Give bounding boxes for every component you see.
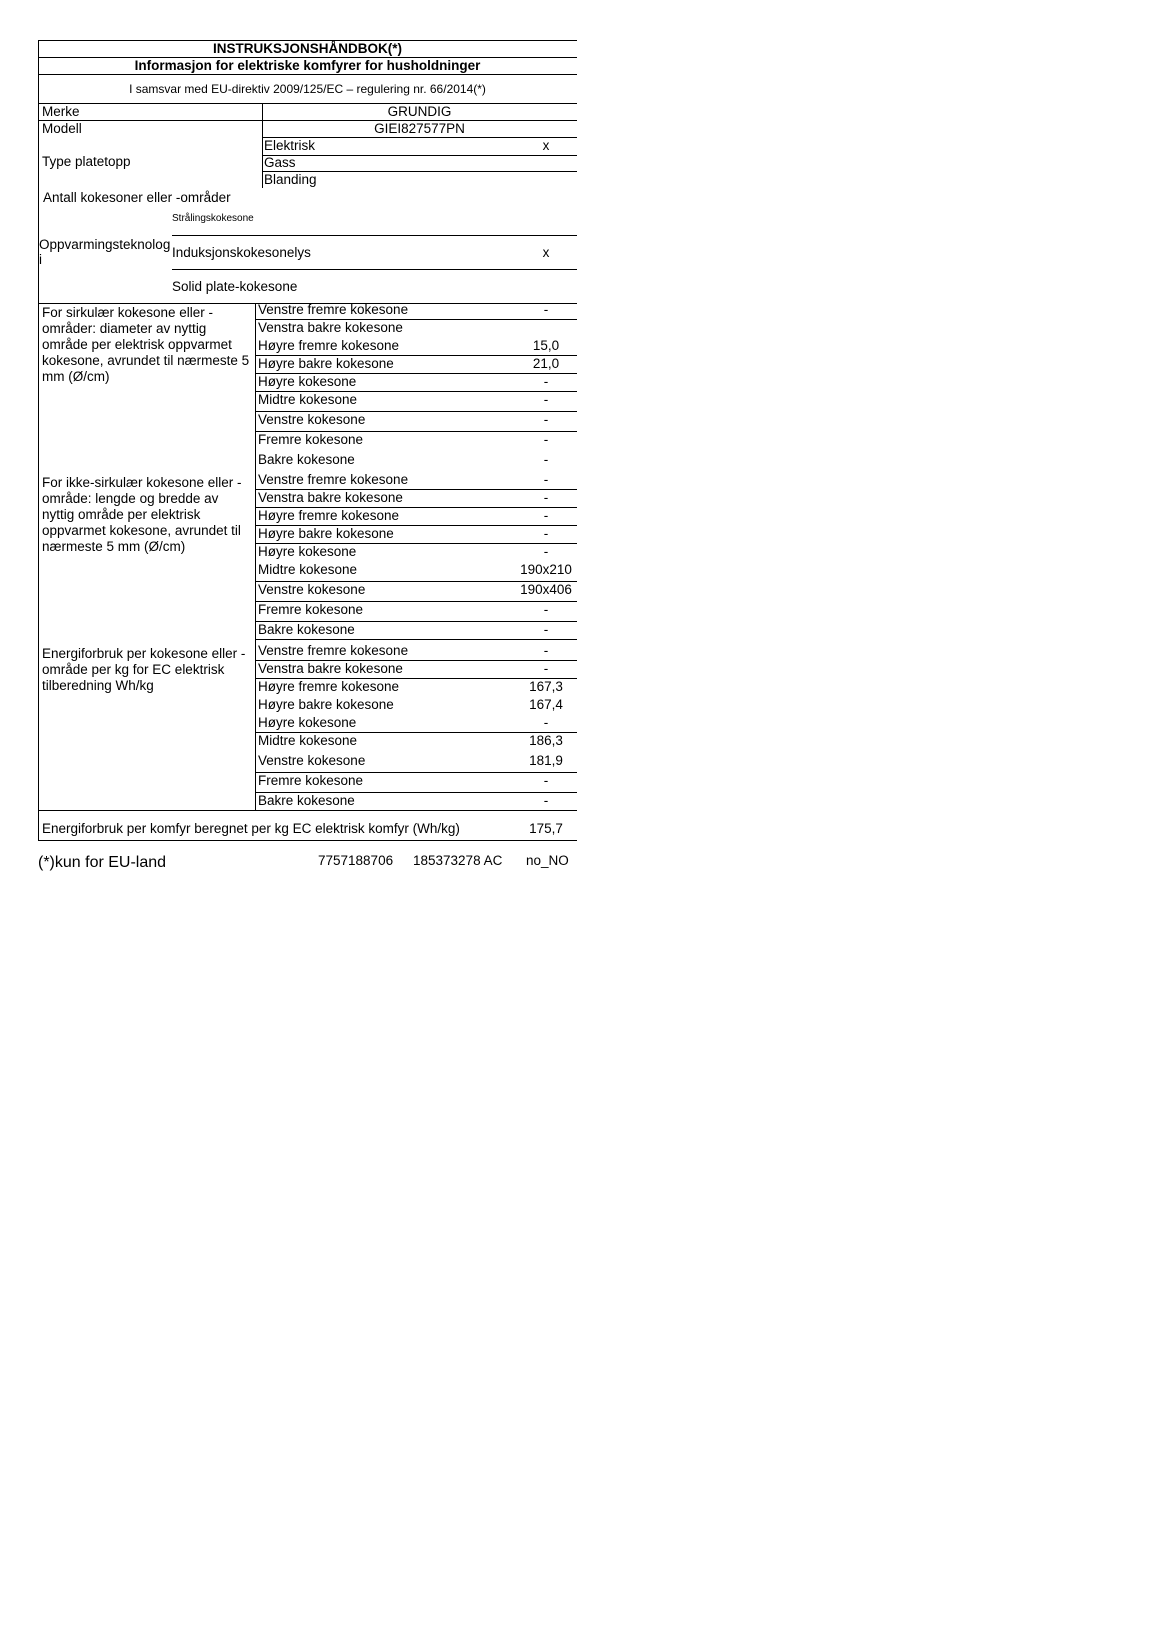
divider	[38, 74, 577, 75]
column-divider	[255, 303, 256, 811]
row-divider	[255, 732, 577, 733]
row-divider	[255, 678, 577, 679]
row-divider	[255, 373, 577, 374]
footer-note: (*)kun for EU-land	[38, 854, 167, 871]
row-divider	[255, 621, 577, 622]
row-divider	[255, 431, 577, 432]
zone-name: Høyre bakre kokesone	[258, 697, 394, 712]
row-divider	[255, 507, 577, 508]
zone-name: Midtre kokesone	[258, 562, 358, 577]
row-divider	[255, 489, 577, 490]
zone-value: -	[543, 490, 549, 505]
row-divider	[255, 792, 577, 793]
noncircular-group-label: For ikke-sirkulær kokesone eller -område: lengde og bredde av nyttig område per elektrisk oppvarmet kokesone, avrundet til nærmeste 5 mm (Ø/cm)	[42, 475, 242, 554]
footer-code: 7757188706	[318, 853, 394, 868]
zone-value: -	[543, 715, 549, 730]
heating-tech-label: Oppvarmingsteknologi	[39, 237, 171, 267]
zone-value: -	[543, 602, 549, 617]
zone-name: Høyre kokesone	[258, 544, 357, 559]
zone-name: Venstra bakre kokesone	[258, 320, 403, 335]
zone-name: Høyre fremre kokesone	[258, 338, 400, 353]
row-divider	[255, 391, 577, 392]
zone-name: Fremre kokesone	[258, 602, 364, 617]
zone-name: Venstre fremre kokesone	[258, 302, 409, 317]
zone-name: Høyre bakre kokesone	[258, 526, 394, 541]
zone-value: -	[543, 412, 549, 427]
footer-code: 185373278 AC	[413, 853, 503, 868]
row-divider	[255, 772, 577, 773]
zone-name: Venstra bakre kokesone	[258, 661, 403, 676]
zone-name: Venstra bakre kokesone	[258, 490, 403, 505]
row-divider	[255, 411, 577, 412]
row-divider	[255, 319, 577, 320]
zone-value: -	[543, 452, 549, 467]
heating-option: Solid plate-kokesone	[172, 279, 298, 294]
zone-name: Venstre kokesone	[258, 753, 366, 768]
row-divider	[255, 525, 577, 526]
hob-type-label: Type platetopp	[42, 154, 131, 169]
zone-value: -	[543, 622, 549, 637]
zone-value: -	[543, 472, 549, 487]
zone-name: Midtre kokesone	[258, 392, 358, 407]
zone-name: Høyre bakre kokesone	[258, 356, 394, 371]
zone-value: -	[543, 661, 549, 676]
zone-value: -	[543, 773, 549, 788]
zone-name: Bakre kokesone	[258, 793, 355, 808]
zones-count-label: Antall kokesoner eller -områder	[43, 190, 231, 205]
zone-value: -	[543, 643, 549, 658]
zone-value: 167,3	[529, 679, 563, 694]
zone-name: Venstre fremre kokesone	[258, 472, 409, 487]
zone-value: -	[543, 793, 549, 808]
zone-value: -	[543, 544, 549, 559]
divider	[172, 269, 577, 270]
zone-name: Høyre fremre kokesone	[258, 508, 400, 523]
divider	[38, 810, 577, 811]
table-left-border	[38, 40, 39, 841]
zone-name: Midtre kokesone	[258, 733, 358, 748]
energy-total-label: Energiforbruk per komfyr beregnet per kg EC elektrisk komfyr (Wh/kg)	[42, 821, 460, 836]
zone-name: Fremre kokesone	[258, 432, 364, 447]
zone-name: Bakre kokesone	[258, 452, 355, 467]
table-bottom-border	[38, 840, 577, 841]
zone-value: -	[543, 526, 549, 541]
brand-value: GRUNDIG	[387, 104, 452, 119]
zone-name: Høyre fremre kokesone	[258, 679, 400, 694]
row-divider	[255, 639, 577, 640]
heating-option: Induksjonskokesonelys	[172, 245, 311, 260]
zone-name: Venstre fremre kokesone	[258, 643, 409, 658]
zone-value: -	[543, 392, 549, 407]
zone-value: 181,9	[529, 753, 563, 768]
zone-value: 190x406	[520, 582, 572, 597]
zone-value: 186,3	[529, 733, 563, 748]
model-value: GIEI827577PN	[374, 121, 465, 136]
hob-type-option-value: x	[542, 138, 550, 153]
zone-value: -	[543, 432, 549, 447]
model-label: Modell	[42, 121, 82, 136]
directive-text: I samsvar med EU-direktiv 2009/125/EC – regulering nr. 66/2014(*)	[129, 82, 486, 96]
zone-name: Høyre kokesone	[258, 374, 357, 389]
row-divider	[255, 581, 577, 582]
row-divider	[255, 660, 577, 661]
circular-group-label: For sirkulær kokesone eller -områder: diameter av nyttig område per elektrisk oppvarmet kokesone, avrundet til nærmeste 5 mm (Ø/cm)	[42, 305, 250, 384]
heating-option-value: x	[542, 245, 550, 260]
zone-name: Fremre kokesone	[258, 773, 364, 788]
hob-type-option: Blanding	[264, 172, 317, 187]
zone-value: 15,0	[532, 338, 560, 353]
zone-value: 190x210	[520, 562, 572, 577]
row-divider	[255, 355, 577, 356]
zone-name: Bakre kokesone	[258, 622, 355, 637]
document-title: INSTRUKSJONSHÅNDBOK(*)	[212, 41, 402, 56]
energy-zone-group-label: Energiforbruk per kokesone eller -område per kg for EC elektrisk tilberedning Wh/kg	[42, 646, 246, 693]
row-divider	[255, 543, 577, 544]
brand-label: Merke	[42, 104, 80, 119]
zone-value: -	[543, 374, 549, 389]
zone-value: -	[543, 508, 549, 523]
divider	[172, 235, 577, 236]
hob-type-option: Gass	[264, 155, 296, 170]
heating-option: Strålingskokesone	[172, 213, 254, 224]
footer-locale: no_NO	[526, 853, 569, 868]
zone-value: 21,0	[532, 356, 560, 371]
zone-name: Høyre kokesone	[258, 715, 357, 730]
energy-total-value: 175,7	[529, 821, 563, 836]
document-subtitle: Informasjon for elektriske komfyrer for husholdninger	[134, 58, 481, 73]
hob-type-option: Elektrisk	[264, 138, 316, 153]
zone-value: 167,4	[529, 697, 563, 712]
row-divider	[255, 601, 577, 602]
zone-value: -	[543, 302, 549, 317]
zone-name: Venstre kokesone	[258, 582, 366, 597]
divider	[262, 155, 577, 156]
zone-name: Venstre kokesone	[258, 412, 366, 427]
